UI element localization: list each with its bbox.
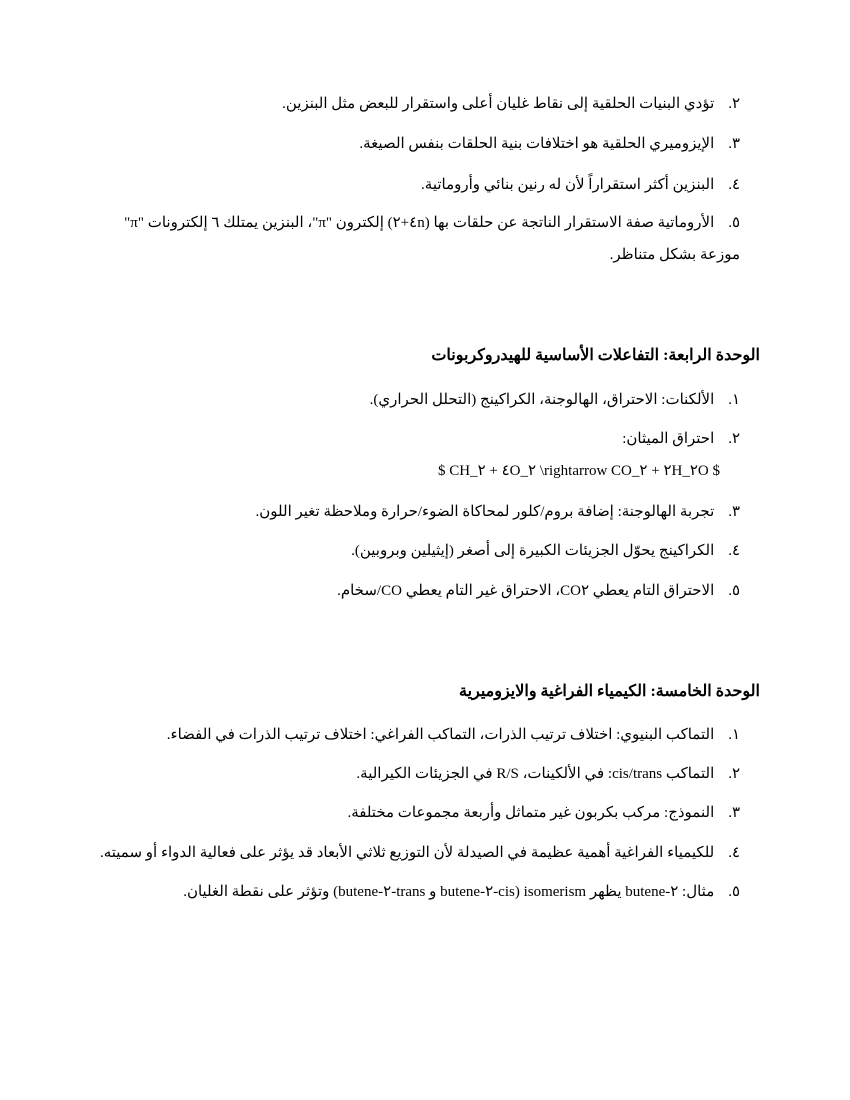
item-text: الألكنات: الاحتراق، الهالوجنة، الكراكينج (التحلل الحراري).: [369, 392, 715, 408]
item-number: ١.: [728, 727, 740, 743]
item-number: ٤.: [728, 177, 740, 193]
list-item: [256, 502, 740, 522]
section-heading: الوحدة الخامسة: الكيمياء الفراغية والايزوميرية: [458, 683, 760, 700]
list-item: [167, 725, 740, 745]
item-number: ٣.: [728, 504, 740, 520]
section-heading: الوحدة الرابعة: التفاعلات الأساسية للهيدروكربونات: [431, 347, 760, 364]
list-item: [347, 803, 740, 823]
item-number: ٢.: [728, 96, 740, 112]
item-number: ٥.: [728, 884, 740, 900]
item-text: تجربة الهالوجنة: إضافة بروم/كلور لمحاكاة الضوء/حرارة وملاحظة تغير اللون.: [255, 504, 715, 520]
item-text: تؤدي البنيات الحلقية إلى نقاط غليان أعلى واستقرار للبعض مثل البنزين.: [282, 96, 715, 112]
item-number: ٣.: [728, 805, 740, 821]
list-item: [356, 764, 740, 784]
list-item: [183, 882, 740, 902]
item-text: الإيزوميري الحلقية هو اختلافات بنية الحلقات بنفس الصيغة.: [359, 136, 715, 152]
list-item: [100, 843, 740, 863]
item-text: النموذج: مركب بكربون غير متماثل وأربعة مجموعات مختلفة.: [347, 805, 715, 821]
list-item: [337, 581, 740, 601]
item-number: ٣.: [728, 136, 740, 152]
list-item: [370, 390, 740, 410]
item-text: احتراق الميثان:: [622, 431, 715, 447]
item-text: مثال: ٢-butene يظهر isomerism (cis-٢-butene و trans-٢-butene) وتؤثر على نقطة الغليان.: [183, 884, 715, 900]
item-text: التماكب البنيوي: اختلاف ترتيب الذرات، التماكب الفراغي: اختلاف ترتيب الذرات في الفضاء.: [166, 727, 715, 743]
item-number: ٥.: [728, 215, 740, 231]
list-item: [282, 94, 740, 114]
equation: $ CH_٤ + ٢O_٢ \rightarrow CO_٢ + ٢H_٢O $: [437, 463, 720, 479]
item-text: البنزين أكثر استقراراً لأن له رنين بنائي وأروماتية.: [421, 177, 715, 193]
item-number: ٥.: [728, 583, 740, 599]
list-item: [359, 134, 740, 154]
item-text: الاحتراق التام يعطي CO٢، الاحتراق غير التام يعطي CO/سخام.: [337, 583, 715, 599]
list-item: [100, 207, 740, 271]
list-item: [421, 175, 740, 195]
item-text: الكراكينج يحوّل الجزيئات الكبيرة إلى أصغر (إيثيلين وبروبين).: [351, 543, 715, 559]
item-text: التماكب cis/trans: في الألكينات، R/S في الجزيئات الكيرالية.: [356, 766, 715, 782]
item-number: ٤.: [728, 845, 740, 861]
list-item: [622, 429, 740, 449]
list-item: [351, 541, 740, 561]
item-text: الأروماتية صفة الاستقرار الناتجة عن حلقات بها (٤n+٢) إلكترون "π"، البنزين يمتلك ٦ إلكترونات "π" موزعة بشكل متناظر.: [124, 215, 740, 263]
item-number: ٢.: [728, 431, 740, 447]
item-number: ٤.: [728, 543, 740, 559]
item-number: ٢.: [728, 766, 740, 782]
item-number: ١.: [728, 392, 740, 408]
item-text: للكيمياء الفراغية أهمية عظيمة في الصيدلة لأن التوزيع ثلاثي الأبعاد قد يؤثر على فعالية الدواء أو سميته.: [99, 845, 715, 861]
